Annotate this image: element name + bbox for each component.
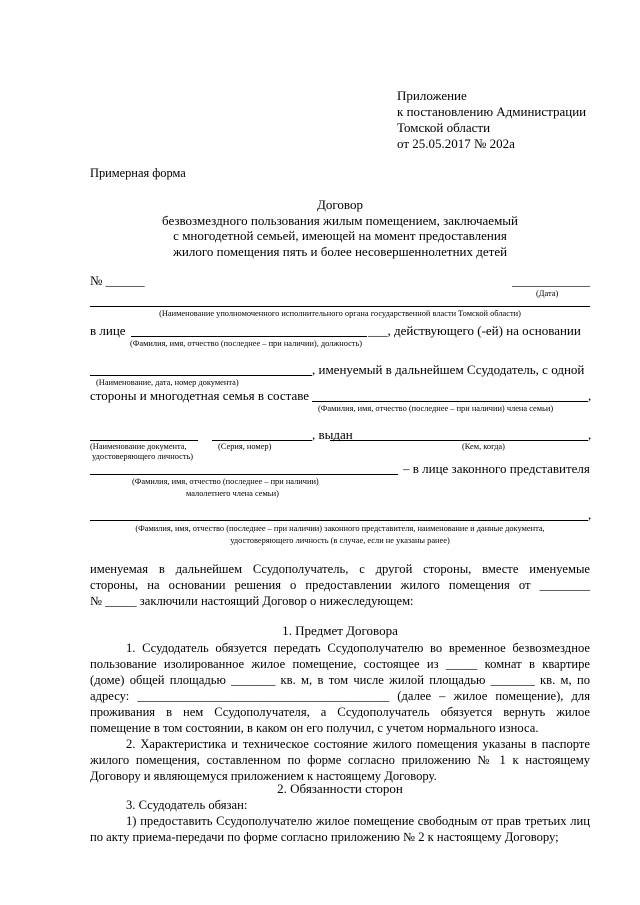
family-member-line — [312, 401, 588, 402]
hint-minor-2: малолетнего члена семьи) — [186, 489, 279, 498]
appendix-line-1: Приложение — [397, 88, 467, 103]
appendix-line-2: к постановлению Администрации — [397, 104, 587, 119]
in-person-line — [131, 336, 367, 337]
clause-3: 3. Ссудодатель обязан: — [126, 798, 248, 812]
doc-name-line — [90, 440, 198, 441]
hint-doc-name-1: (Наименование документа, — [90, 442, 187, 451]
hint-document: (Наименование, дата, номер документа) — [96, 378, 239, 387]
hint-date: (Дата) — [536, 289, 559, 298]
family-prefix: стороны и многодетная семья в составе — [90, 388, 310, 403]
in-person-prefix: в лице — [90, 323, 126, 338]
issued-label: , выдан — [312, 427, 353, 442]
document-line — [90, 375, 312, 376]
authority-line — [90, 306, 590, 307]
title-line-4: жилого помещения пять и более несовершеннолетних детей — [172, 244, 508, 259]
hint-minor-1: (Фамилия, имя, отчество (последнее – при наличии) — [132, 477, 319, 486]
issued-comma: , — [588, 427, 592, 442]
representative-comma: , — [588, 507, 592, 522]
issued-by-line — [330, 440, 588, 441]
clause-3-1: 1) предоставить Ссудополучателю жилое помещение свободным от прав третьих лиц по акту приема-передачи по форме согласно приложению № 2 к настоящему Договору; — [90, 814, 590, 844]
title-line-3: с многодетной семьей, имеющей на момент предоставления — [173, 228, 507, 243]
series-number-line — [212, 440, 312, 441]
intro-line-3: № _____ заключили настоящий Договор о нижеследующем: — [90, 594, 414, 608]
representative-line — [90, 520, 588, 521]
section-1-heading: 1. Предмет Договора — [282, 623, 398, 638]
hint-family-member: (Фамилия, имя, отчество (последнее – при наличии) члена семьи) — [318, 404, 554, 413]
intro-line-1: именуемая в дальнейшем Ссудополучатель, с другой стороны, вместе именуемые — [90, 562, 590, 576]
hint-doc-name-2: удостоверяющего личность) — [92, 452, 194, 461]
section-1-body — [90, 640, 590, 784]
hint-issued-by: (Кем, когда) — [462, 442, 505, 451]
section-2-body — [90, 797, 590, 845]
in-person-suffix: ___, действующего (-ей) на основании — [368, 323, 581, 338]
title-line-2: безвозмездного пользования жилым помещением, заключаемый — [162, 213, 518, 228]
minor-member-line — [90, 474, 398, 475]
appendix-line-4: от 25.05.2017 № 202а — [397, 136, 515, 151]
clause-1: 1. Ссудодатель обязуется передать Ссудополучателю во временное безвозмездное пользование изолированное жилое помещение, состоящее из _____ комнат в квартире (доме) общей площадью _______ кв. м, в том числе жилой площадью _______ кв. м, по адресу: ________________________________________ (далее – жилое помещение), для проживания в нем Ссудополучателя, а Ссудополучатель обязуется вернуть жилое помещение в том состоянии, в каком он его получил, с учетом нормального износа. — [90, 641, 590, 735]
hint-person-position: (Фамилия, имя, отчество (последнее – при наличии), должность) — [130, 339, 363, 348]
contract-number: № ______ — [90, 273, 145, 288]
lender-suffix: , именуемый в дальнейшем Ссудодатель, с одной — [312, 362, 585, 377]
appendix-line-3: Томской области — [397, 120, 491, 135]
form-label: Примерная форма — [90, 166, 186, 180]
section-2-heading: 2. Обязанности сторон — [277, 781, 403, 796]
hint-authority: (Наименование уполномоченного исполнительного органа государственной власти Томской области) — [159, 309, 521, 318]
date-blank: ____________ — [512, 273, 590, 288]
title-line-1: Договор — [317, 197, 363, 212]
hint-series-number: (Серия, номер) — [218, 442, 272, 451]
representative-suffix: – в лице законного представителя — [403, 461, 590, 476]
family-comma: , — [588, 388, 592, 403]
intro-line-2: стороны, на основании решения о предоставлении жилого помещения от ________ — [90, 578, 590, 592]
hint-representative-2: удостоверяющего личность (в случае, если не указаны ранее) — [230, 536, 450, 545]
hint-representative-1: (Фамилия, имя, отчество (последнее – при наличии) законного представителя, наименование и данные документа, — [135, 524, 545, 533]
clause-2: 2. Характеристика и техническое состояние жилого помещения указаны в паспорте жилого помещения, составленном по форме согласно приложению № 1 к настоящему Договору и являющемуся приложением к настоящему Договору. — [90, 737, 590, 783]
